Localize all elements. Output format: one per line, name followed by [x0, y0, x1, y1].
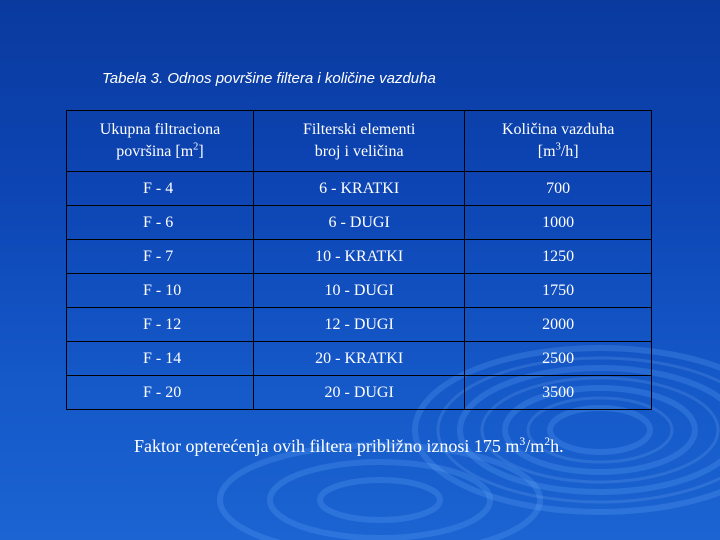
filter-elements-cell: 20 - DUGI [253, 376, 464, 410]
air-quantity-cell: 1000 [465, 206, 652, 240]
superscript: 3 [555, 141, 561, 153]
table-caption: Tabela 3. Odnos površine filtera i količine vazduha [102, 70, 436, 87]
table-row [67, 274, 652, 308]
air-quantity-cell: 2500 [465, 342, 652, 376]
filter-model-cell: F - 12 [67, 308, 254, 342]
air-quantity-cell: 1250 [465, 240, 652, 274]
note-text: /m [525, 436, 545, 456]
table-row [67, 376, 652, 410]
table-row [67, 206, 652, 240]
header-line: ] [198, 143, 204, 160]
air-quantity-cell: 2000 [465, 308, 652, 342]
filter-model-cell: F - 14 [67, 342, 254, 376]
air-quantity-cell: 700 [465, 172, 652, 206]
filter-model-cell: F - 10 [67, 274, 254, 308]
header-line: [m [537, 143, 556, 160]
table-row [67, 240, 652, 274]
table-row [67, 342, 652, 376]
filter-elements-cell: 12 - DUGI [253, 308, 464, 342]
note-text: Faktor opterećenja ovih filtera približno iznosi 175 m [134, 436, 520, 456]
note-text: h. [550, 436, 564, 456]
column-header-total-area [67, 111, 254, 172]
filter-model-cell: F - 4 [67, 172, 254, 206]
superscript: 2 [544, 435, 551, 448]
column-header-air-quantity [465, 111, 652, 172]
table-row [67, 308, 652, 342]
table-row [67, 172, 652, 206]
header-line: Ukupna filtraciona [99, 121, 221, 138]
filter-model-cell: F - 7 [67, 240, 254, 274]
superscript: 3 [519, 435, 526, 448]
filter-elements-cell: 6 - DUGI [253, 206, 464, 240]
filter-elements-cell: 20 - KRATKI [253, 342, 464, 376]
air-quantity-cell: 1750 [465, 274, 652, 308]
header-line: broj i veličina [314, 143, 404, 160]
filter-elements-cell: 10 - KRATKI [253, 240, 464, 274]
filter-elements-cell: 6 - KRATKI [253, 172, 464, 206]
data-table [66, 110, 652, 410]
table-header-row [67, 111, 652, 172]
header-line: Filterski elementi [302, 121, 416, 138]
air-quantity-cell: 3500 [465, 376, 652, 410]
header-line: Količina vazduha [501, 121, 615, 138]
filter-model-cell: F - 6 [67, 206, 254, 240]
filter-model-cell: F - 20 [67, 376, 254, 410]
header-line: /h] [560, 143, 579, 160]
filter-elements-cell: 10 - DUGI [253, 274, 464, 308]
column-header-filter-elements [253, 111, 464, 172]
load-factor-note [134, 436, 564, 457]
header-line: površina [m [116, 143, 194, 160]
superscript: 2 [193, 141, 199, 153]
